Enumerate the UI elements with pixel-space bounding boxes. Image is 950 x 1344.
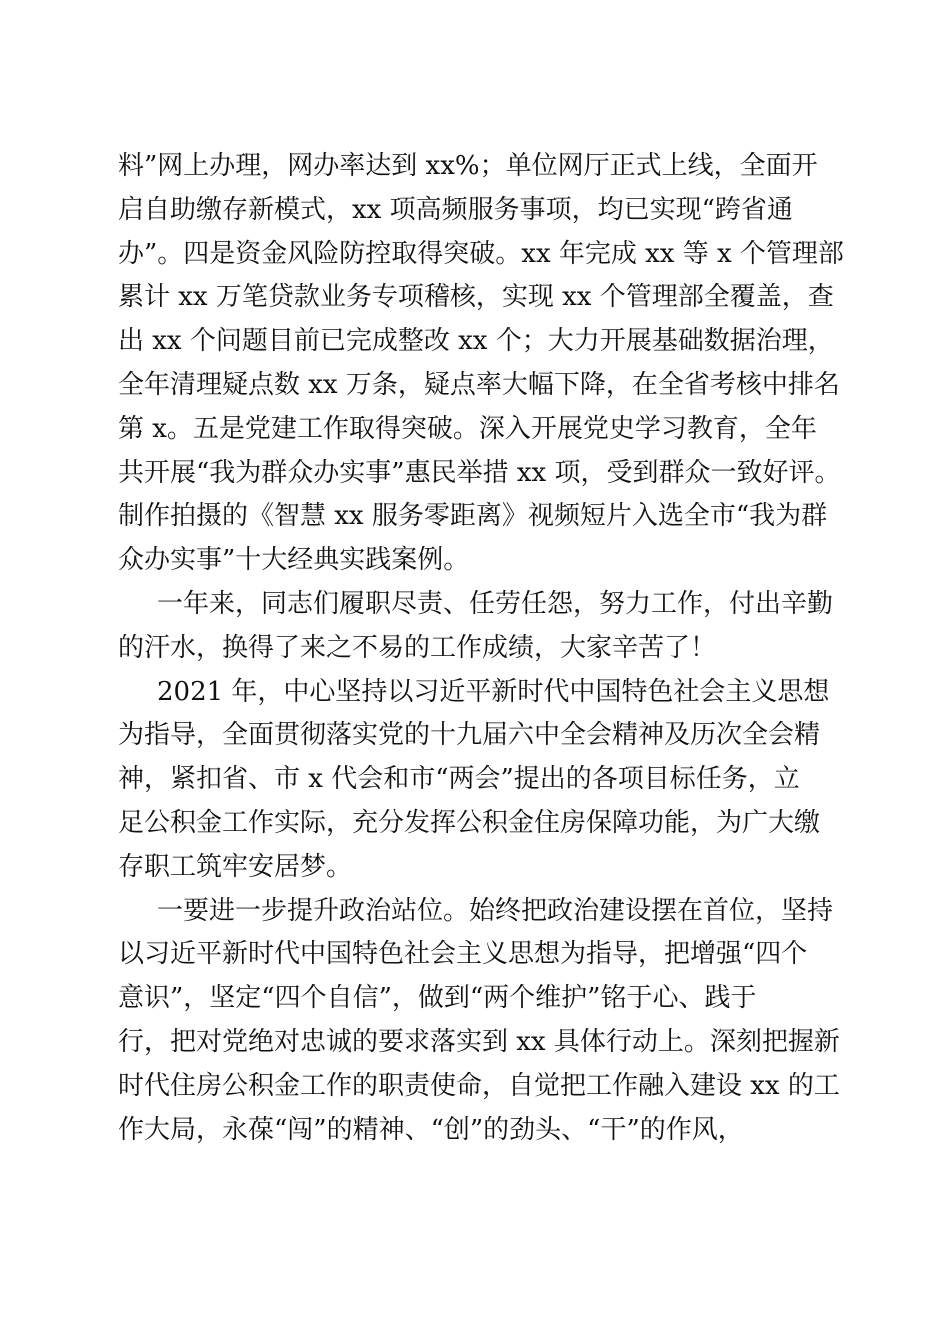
- document-body: [118, 145, 844, 1152]
- text-line: 神，紧扣省、市 x 代会和市“两会”提出的各项目标任务，立: [118, 764, 800, 795]
- text-line: 足公积金工作实际，充分发挥公积金住房保障功能，为广大缴: [118, 807, 821, 838]
- text-line: 累计 xx 万笔贷款业务专项稽核，实现 xx 个管理部全覆盖，查: [118, 282, 834, 313]
- text-line: 料”网上办理，网办率达到 xx%；单位网厅正式上线，全面开: [118, 151, 818, 181]
- text-line: 出 xx 个问题目前已完成整改 xx 个；大力开展基础数据治理，: [118, 326, 834, 357]
- text-line: 制作拍摄的《智慧 xx 服务零距离》视频短片入选全市“我为群: [118, 501, 828, 532]
- text-line: 众办实事”十大经典实践案例。: [118, 545, 470, 576]
- text-line: 启自助缴存新模式，xx 项高频服务事项，均已实现“跨省通: [118, 194, 793, 225]
- text-line: 第 x。五是党建工作取得突破。深入开展党史学习教育，全年: [118, 413, 817, 444]
- text-line: 时代住房公积金工作的职责使命，自觉把工作融入建设 xx 的工: [118, 1070, 840, 1101]
- text-line: 办”。四是资金风险防控取得突破。xx 年完成 xx 等 x 个管理部: [118, 238, 844, 269]
- text-line: 全年清理疑点数 xx 万条，疑点率大幅下降，在全省考核中排名: [118, 369, 840, 400]
- paragraph-start-line: 一要进一步提升政治站位。始终把政治建设摆在首位，坚持: [157, 895, 834, 926]
- text-line: 行，把对党绝对忠诚的要求落实到 xx 具体行动上。深刻把握新: [118, 1026, 840, 1057]
- text-line: 存职工筑牢安居梦。: [118, 851, 353, 882]
- text-line: 作大局，永葆“闯”的精神、“创”的劲头、“干”的作风，: [118, 1114, 744, 1145]
- paragraph-start-line: 2021 年，中心坚持以习近平新时代中国特色社会主义思想: [157, 676, 830, 707]
- paragraph-start-line: 一年来，同志们履职尽责、任劳任怨，努力工作，付出辛勤: [157, 588, 834, 619]
- text-line: 的汗水，换得了来之不易的工作成绩，大家辛苦了！: [118, 632, 717, 663]
- text-line: 共开展“我为群众办实事”惠民举措 xx 项，受到群众一致好评。: [118, 457, 841, 488]
- text-line: 为指导，全面贯彻落实党的十九届六中全会精神及历次全会精: [118, 720, 821, 751]
- text-line: 以习近平新时代中国特色社会主义思想为指导，把增强“四个: [118, 939, 808, 970]
- text-line: 意识”，坚定“四个自信”，做到“两个维护”铭于心、践于: [118, 983, 757, 1014]
